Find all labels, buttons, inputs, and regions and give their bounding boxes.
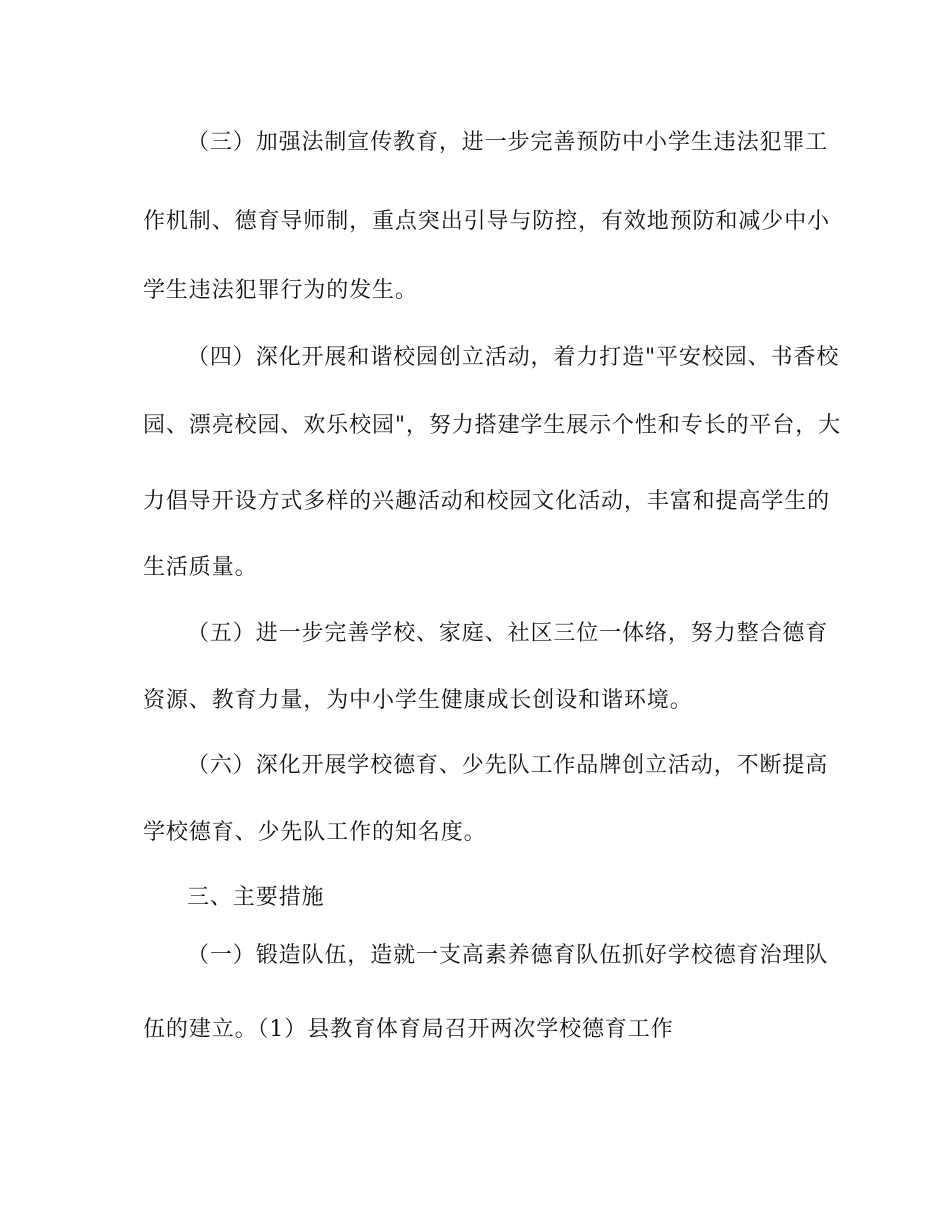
paragraph-4-line-4: 生活质量。 — [143, 555, 258, 580]
paragraph-5-line-1: （五）进一步完善学校、家庭、社区三位一体络，努力整合德育 — [187, 621, 829, 646]
measure-1-line-1: （一）锻造队伍，造就一支高素养德育队伍抓好学校德育治理队 — [187, 943, 829, 968]
paragraph-5-line-2: 资源、教育力量，为中小学生健康成长创设和谐环境。 — [143, 688, 693, 713]
section-heading-main-measures: 三、主要措施 — [187, 885, 325, 910]
paragraph-4-line-1: （四）深化开展和谐校园创立活动，着力打造"平安校园、书香校 — [187, 345, 840, 370]
paragraph-6-line-2: 学校德育、少先队工作的知名度。 — [143, 820, 487, 845]
paragraph-3-line-1: （三）加强法制宣传教育，进一步完善预防中小学生违法犯罪工 — [187, 130, 829, 155]
paragraph-4-line-3: 力倡导开设方式多样的兴趣活动和校园文化活动，丰富和提高学生的 — [143, 489, 831, 514]
paragraph-6-line-1: （六）深化开展学校德育、少先队工作品牌创立活动，不断提高 — [187, 753, 829, 778]
paragraph-4-line-2: 园、漂亮校园、欢乐校园"，努力搭建学生展示个性和专长的平台，大 — [143, 413, 842, 438]
measure-1-line-2: 伍的建立。（1）县教育体育局召开两次学校德育工作 — [143, 1017, 674, 1042]
paragraph-3-line-2: 作机制、德育导师制，重点突出引导与防控，有效地预防和减少中小 — [143, 209, 831, 234]
paragraph-3-line-3: 学生违法犯罪行为的发生。 — [143, 278, 418, 303]
